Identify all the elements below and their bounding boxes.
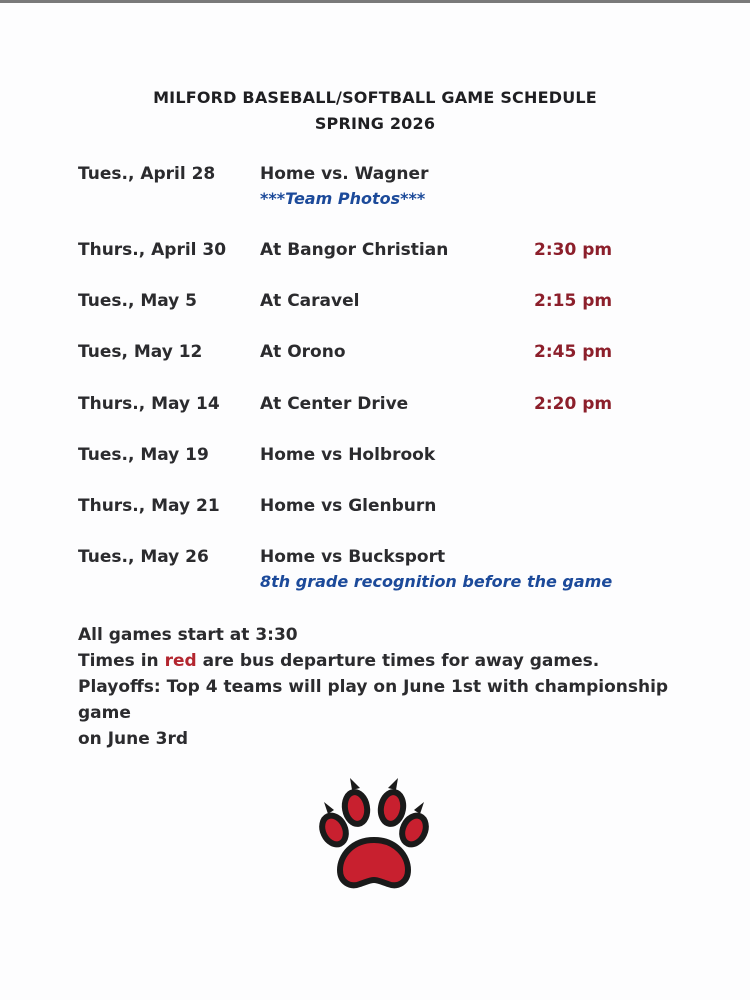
game-opponent: At Bangor Christian: [260, 240, 449, 260]
bus-time: 2:20 pm: [534, 394, 613, 414]
page-top-border: [0, 0, 750, 3]
playoffs-note-continued: on June 3rd: [78, 729, 189, 749]
schedule-notes: [78, 622, 698, 752]
game-date: Thurs., May 14: [78, 394, 220, 414]
start-time-note: All games start at 3:30: [78, 625, 298, 645]
schedule-title: MILFORD BASEBALL/SOFTBALL GAME SCHEDULE: [153, 88, 597, 107]
game-row: [0, 240, 750, 280]
game-row: [0, 394, 750, 434]
game-opponent: At Caravel: [260, 291, 360, 311]
bus-note-prefix: Times in: [78, 651, 165, 671]
game-opponent: Home vs. Wagner: [260, 164, 429, 184]
schedule-subtitle: SPRING 2026: [314, 114, 436, 133]
game-opponent: Home vs Glenburn: [260, 496, 437, 516]
game-opponent: At Center Drive: [260, 394, 409, 414]
bus-time: 2:30 pm: [534, 240, 613, 260]
paw-print-icon: [318, 776, 430, 894]
game-opponent: Home vs Holbrook: [260, 445, 436, 465]
game-row: [0, 496, 750, 536]
game-row: [0, 342, 750, 382]
bus-note-suffix: are bus departure times for away games.: [196, 651, 600, 671]
game-date: Thurs., May 21: [78, 496, 220, 516]
playoffs-note: Playoffs: Top 4 teams will play on June 1st with championship game: [78, 677, 669, 723]
game-date: Tues., April 28: [78, 164, 216, 184]
game-note: ***Team Photos***: [260, 189, 426, 208]
game-row: [0, 164, 750, 208]
game-opponent: At Orono: [260, 342, 346, 362]
game-date: Tues., May 5: [78, 291, 198, 311]
game-date: Tues., May 26: [78, 547, 209, 567]
bus-time: 2:45 pm: [534, 342, 613, 362]
bus-time-note: [78, 648, 698, 674]
game-date: Tues, May 12: [78, 342, 203, 362]
red-word: red: [164, 651, 197, 671]
game-opponent: Home vs Bucksport: [260, 547, 446, 567]
bus-time: 2:15 pm: [534, 291, 613, 311]
game-row: [0, 547, 750, 591]
game-date: Tues., May 19: [78, 445, 209, 465]
game-date: Thurs., April 30: [78, 240, 227, 260]
game-row: [0, 291, 750, 331]
game-row: [0, 445, 750, 485]
game-note: 8th grade recognition before the game: [260, 572, 613, 591]
